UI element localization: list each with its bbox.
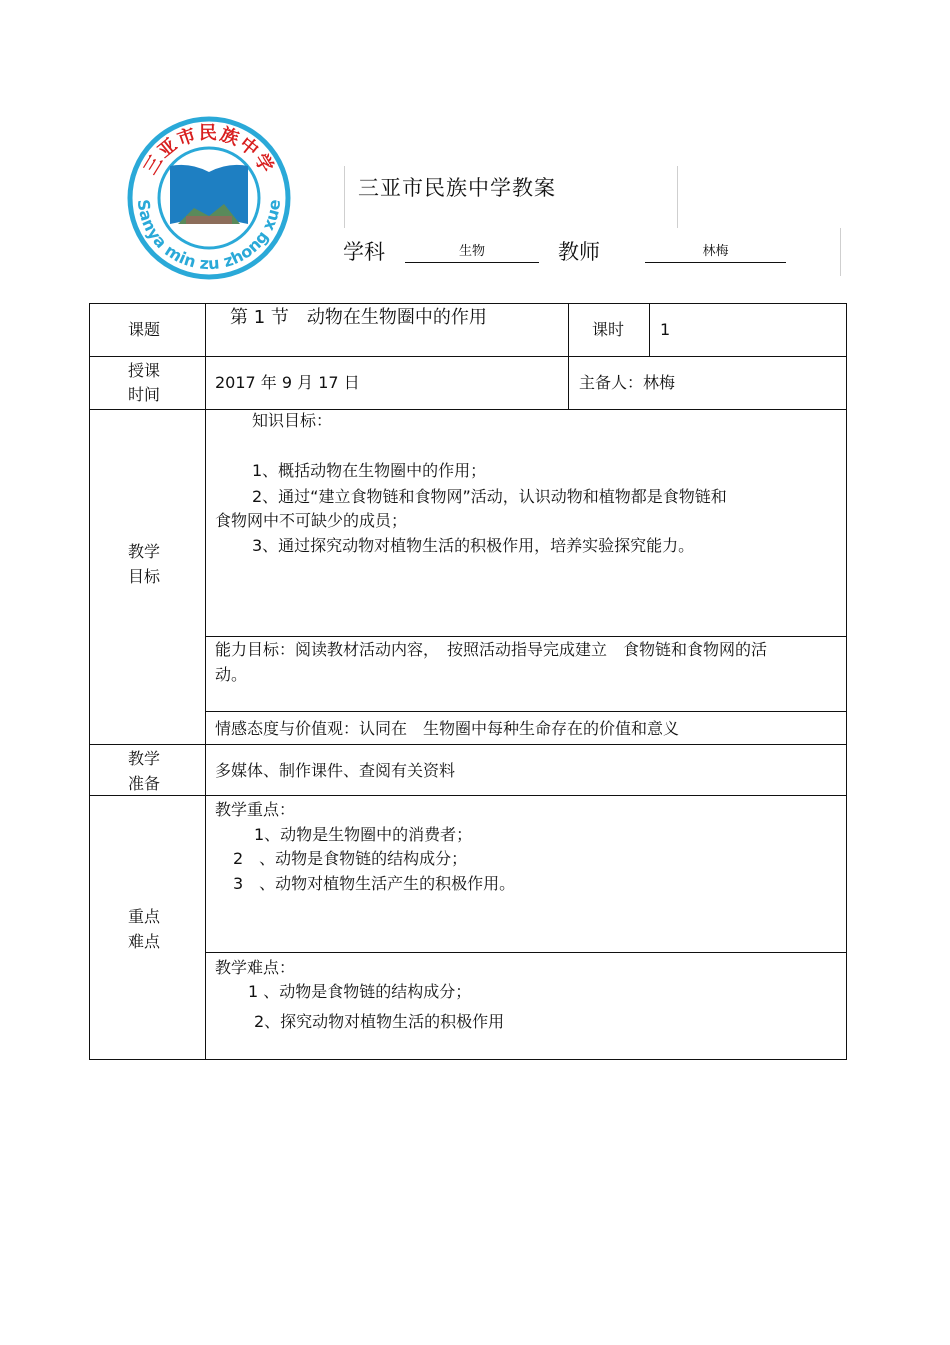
- topic-label: 课题: [128, 320, 161, 339]
- prep-label-line1: 教学: [128, 749, 161, 768]
- school-logo: [124, 116, 294, 281]
- ability-goal-line2: 动。: [215, 665, 248, 684]
- logo-text-top: 三亚市民族中学: [139, 123, 279, 179]
- key-point-3: 3 、动物对植物生活产生的积极作用。: [233, 874, 516, 893]
- time-label-line1: 授课: [128, 361, 161, 380]
- topic-value: 第 1 节 动物在生物圈中的作用: [230, 307, 487, 328]
- difficulty-1: 1 、动物是食物链的结构成分；: [248, 982, 472, 1001]
- time-label-line2: 时间: [128, 385, 161, 404]
- teacher-label: 教师: [558, 240, 600, 264]
- preparer: 主备人：林梅: [579, 373, 676, 392]
- ability-goal-line1: 能力目标：阅读教材活动内容， 按照活动指导完成建立 食物链和食物网的活: [215, 640, 768, 659]
- hours-label: 课时: [592, 320, 625, 339]
- subject-value: 生物: [405, 242, 539, 263]
- difficulty-2: 2、探究动物对植物生活的积极作用: [254, 1012, 505, 1031]
- knowledge-item-1: 1、概括动物在生物圈中的作用；: [252, 461, 487, 480]
- prep-value: 多媒体、制作课件、查阅有关资料: [215, 761, 456, 780]
- school-title: 三亚市民族中学教案: [358, 176, 556, 200]
- subject-label: 学科: [343, 240, 385, 264]
- prep-label-line2: 准备: [128, 774, 161, 793]
- knowledge-title: 知识目标：: [252, 411, 333, 430]
- logo-text-bottom: Sanya min zu zhong xue: [133, 198, 285, 274]
- hours-value: 1: [660, 320, 671, 339]
- difficulties-title: 教学难点：: [215, 958, 296, 977]
- key-point-1: 1、动物是生物圈中的消费者；: [254, 825, 473, 844]
- key-label-line2: 难点: [128, 932, 161, 951]
- teacher-value: 林梅: [645, 242, 786, 263]
- emotion-goal: 情感态度与价值观：认同在 生物圈中每种生命存在的价值和意义: [215, 719, 680, 738]
- goals-label-line1: 教学: [128, 542, 161, 561]
- key-label-line1: 重点: [128, 907, 161, 926]
- time-value: 2017 年 9 月 17 日: [215, 373, 360, 392]
- goals-label-line2: 目标: [128, 567, 161, 586]
- open-book-icon: [170, 165, 248, 224]
- key-point-2: 2 、动物是食物链的结构成分；: [233, 849, 468, 868]
- knowledge-item-2a: 2、通过“建立食物链和食物网”活动，认识动物和植物都是食物链和: [252, 487, 727, 506]
- knowledge-item-2b: 食物网中不可缺少的成员；: [215, 511, 408, 530]
- key-points-title: 教学重点：: [215, 800, 296, 819]
- knowledge-item-3: 3、通过探究动物对植物生活的积极作用，培养实验探究能力。: [252, 536, 695, 555]
